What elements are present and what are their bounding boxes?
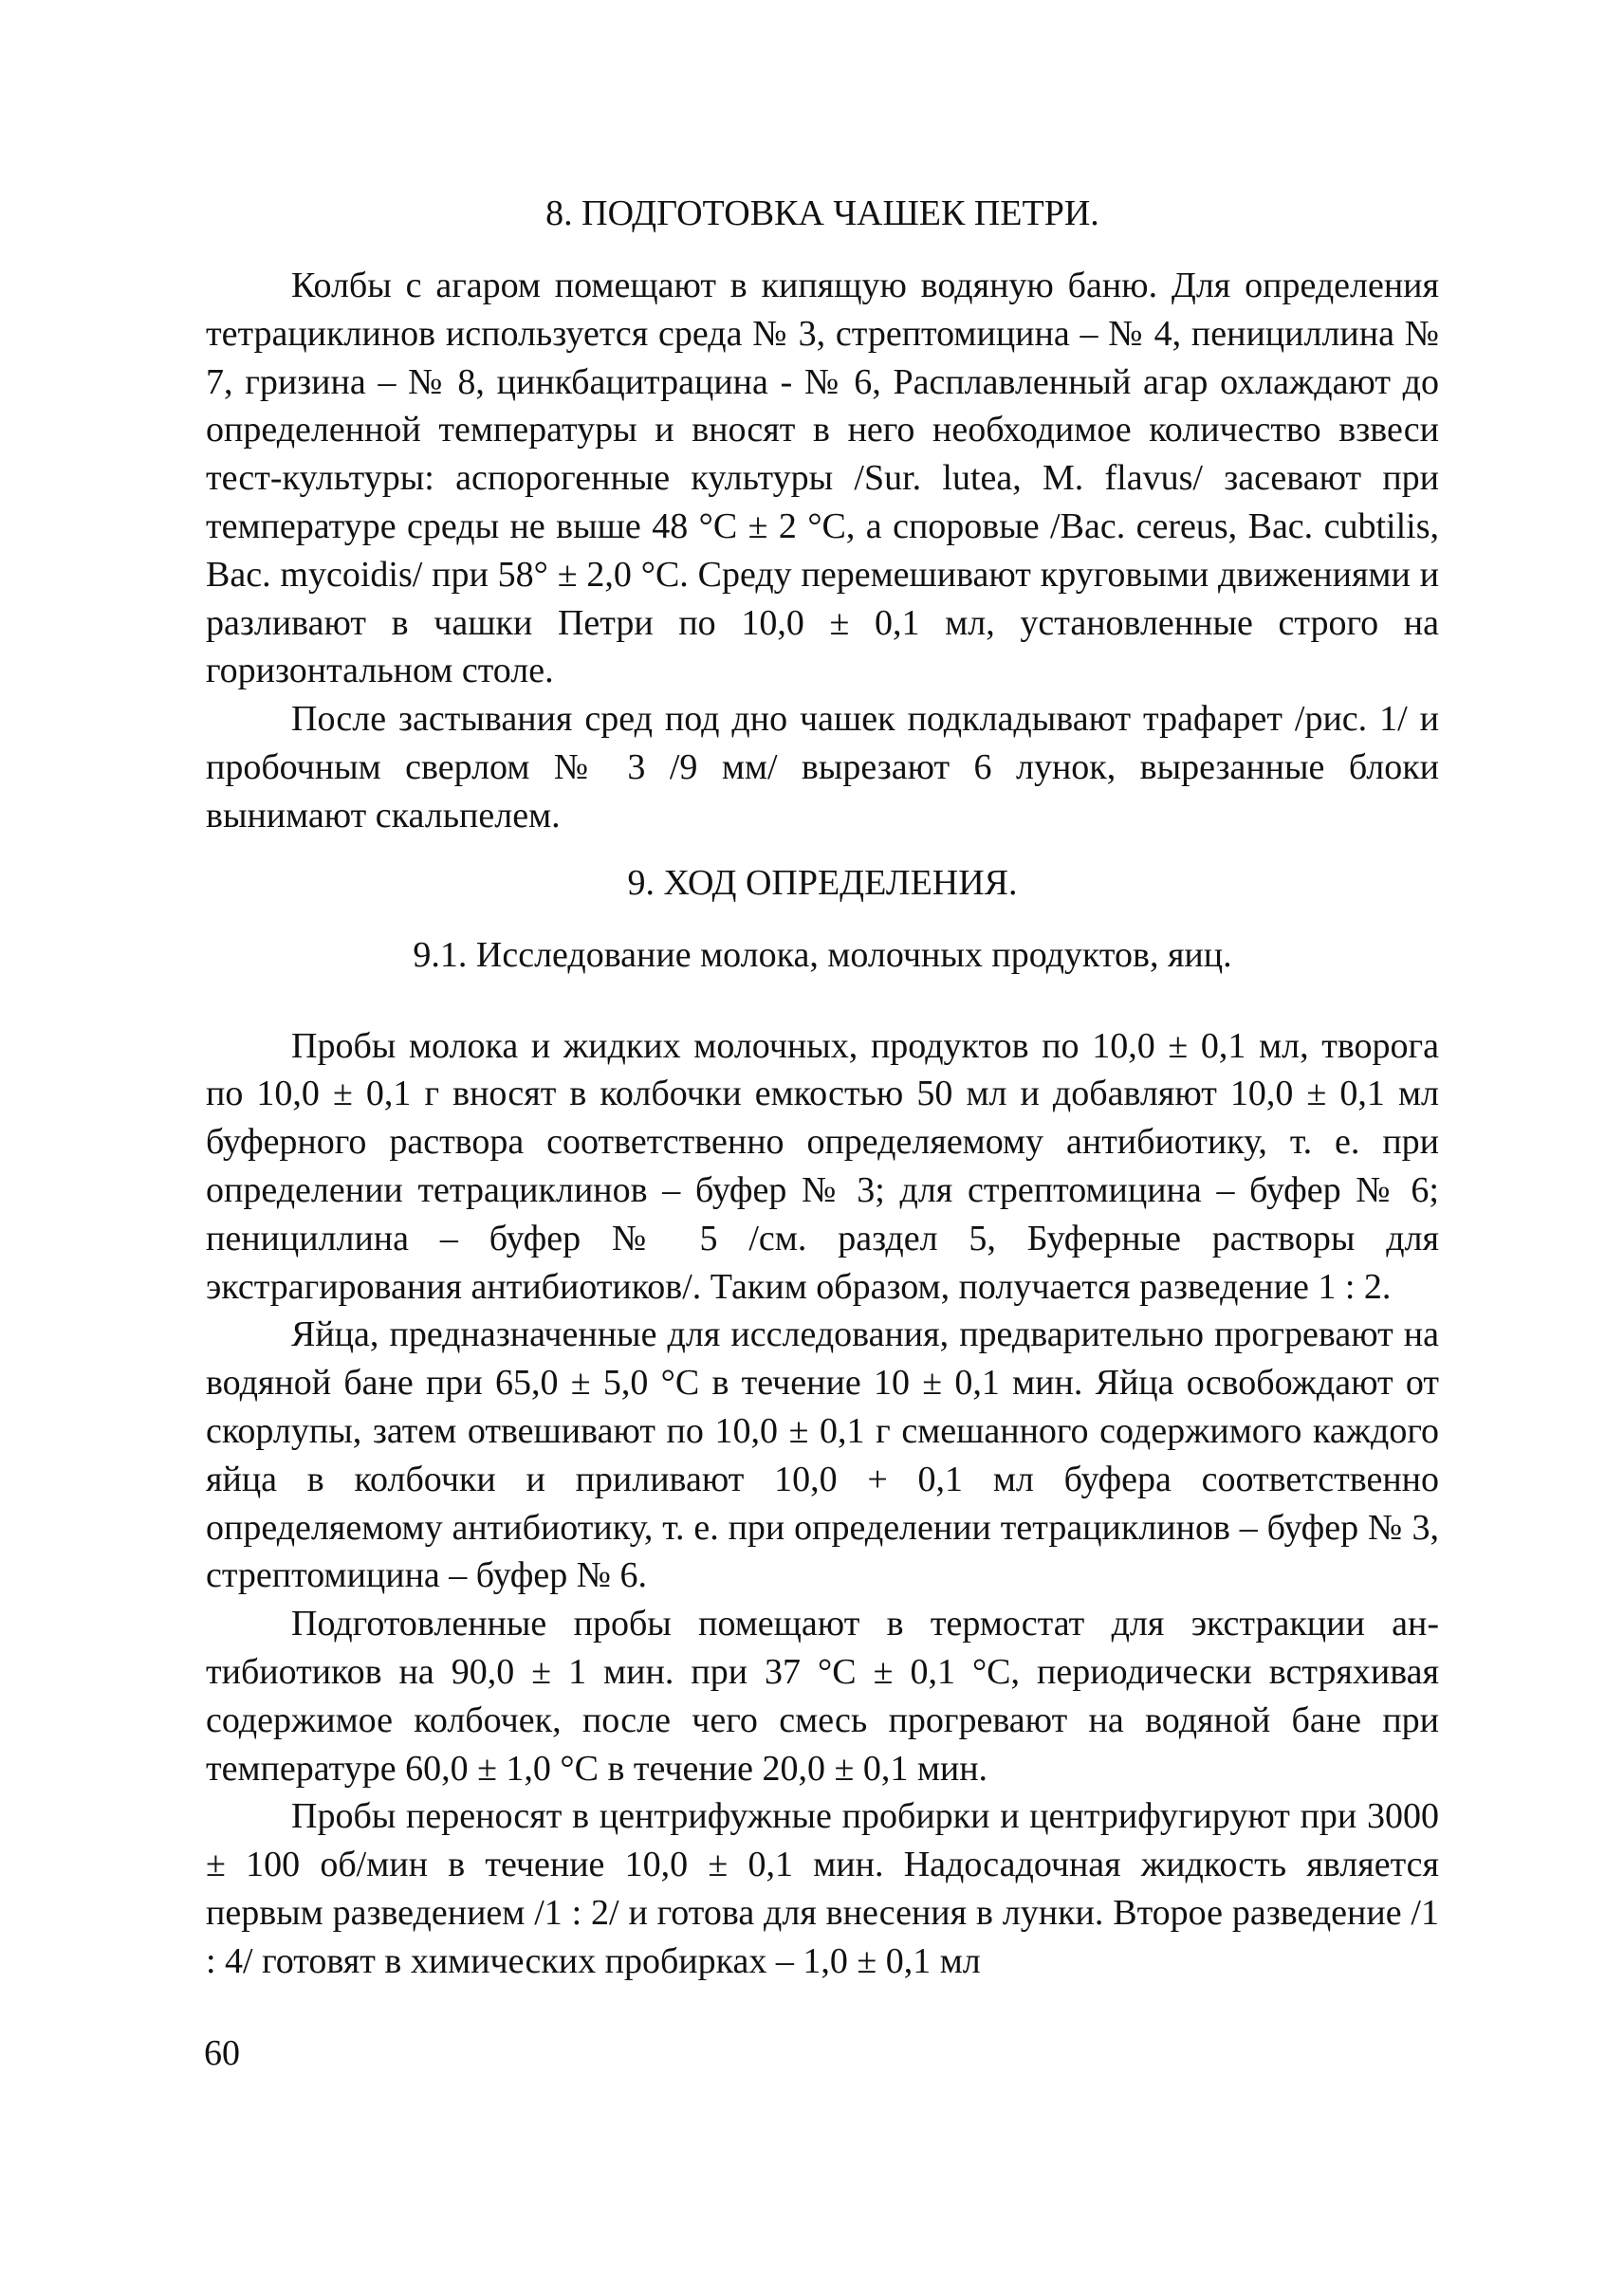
section-9-paragraph-1: Пробы молока и жидких молочных, продуктов по 10,0 ± 0,1 мл, творога по 10,0 ± 0,1 г вносят в колбочки емкостью 50 мл и добавляют 10,0 ± 0,1 мл буферного раствора соответственно определяемому антибиотику, т. е. при определении тетрациклинов – буфер № 3; для стрептомицина – буфер № 6; пенициллина – буфер № 5 /см. раздел 5, Буферные растворы для экстрагирования антибиотиков/. Таким образом, получается разведение 1 : 2. <box>206 1025 1439 1307</box>
section-8-title: 8. ПОДГОТОВКА ЧАШЕК ПЕТРИ. <box>545 193 1099 233</box>
section-9-paragraph-3: Подготовленные пробы помещают в термостат для экстракции антибиотиков на 90,0 ± 1 мин. при 37 °С ± 0,1 °С, периодически встряхивая содержимое колбочек, после чего смесь прогревают на водяной бане при температуре 60,0 ± 1,0 °С в течение 20,0 ± 0,1 мин. <box>206 1604 1439 1789</box>
section-9-paragraph-4: Пробы переносят в центрифужные пробирки и центрифугируют при 3000 ± 100 об/мин в течение 10,0 ± 0,1 мин. Надосадочная жидкость является первым разведением /1 : 2/ и готова для внесения в лунки. Второе разведение /1 : 4/ готовят в химических пробирках – 1,0 ± 0,1 мл <box>206 1796 1439 1981</box>
spacer <box>206 1003 1439 1022</box>
document-page <box>206 190 1439 1986</box>
section-9-1-title: 9.1. Исследование молока, молочных продуктов, яиц. <box>413 934 1232 975</box>
section-9-paragraph-2: Яйца, предназначенные для исследования, предварительно прогревают на водяной бане при 65,0 ± 5,0 °С в течение 10 ± 0,1 мин. Яйца освобождают от скорлупы, затем отвешивают по 10,0 ± 0,1 г смешанного содержимого каждого яйца в колбочки и приливают 10,0 + 0,1 мл буфера соответственно определяемому антибиотику, т. е. при определении тетрациклинов – буфер № 3, стрептомицина – буфер № 6. <box>206 1314 1439 1596</box>
spacer <box>206 840 1439 859</box>
section-8-paragraph-2: После застывания сред под дно чашек подкладывают трафарет /рис. 1/ и пробочным сверлом № 3 /9 мм/ вырезают 6 лунок, вырезанные блоки вынимают скальпелем. <box>206 699 1439 836</box>
section-9-title: 9. ХОД ОПРЕДЕЛЕНИЯ. <box>627 862 1018 903</box>
section-8-paragraph-1: Колбы с агаром помещают в кипящую водяную баню. Для определения тетрациклинов используется среда № 3, стрептомицина – № 4, пенициллина № 7, гризина – № 8, цинкбацитрацина - № 6, Расплавленный агар охлаждают до определенной температуры и вносят в него необходимое количество взвеси тест-культуры: аспорогенные культуры /Sur. lutea, M. flavus/ засевают при температуре среды не выше 48 °С ± 2 °С, а споровые /Bac. cereus, Bac. cubtilis, Bac. mycoidis/ при 58° ± 2,0 °С. Среду перемешивают круговыми движениями и разливают в чашки Петри по 10,0 ± 0,1 мл, установленные строго на горизонтальном столе. <box>206 266 1439 691</box>
page-number: 60 <box>204 2033 240 2073</box>
